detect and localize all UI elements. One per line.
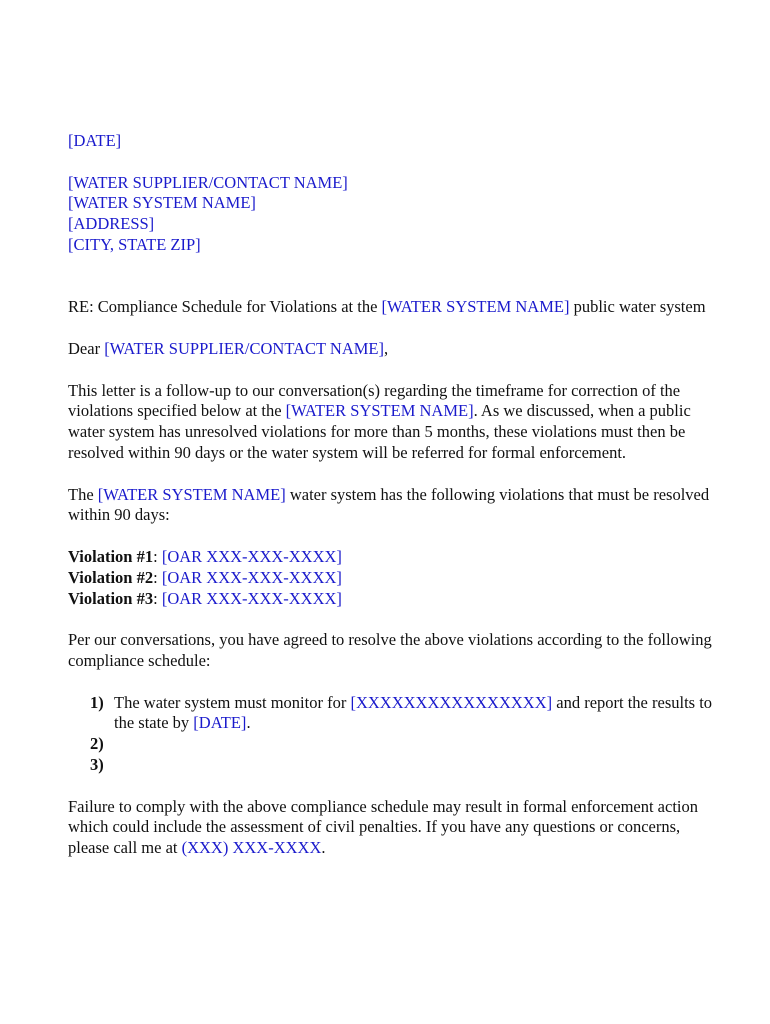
re-placeholder: [WATER SYSTEM NAME] bbox=[381, 297, 570, 317]
schedule-text-a: The water system must monitor for bbox=[114, 692, 351, 712]
spacer bbox=[68, 152, 718, 173]
spacer bbox=[68, 256, 718, 298]
violation-code: [OAR XXX-XXX-XXXX] bbox=[161, 546, 342, 566]
violation-item bbox=[68, 589, 718, 610]
re-prefix: RE: Compliance Schedule for Violations at the bbox=[68, 297, 382, 317]
violation-list bbox=[68, 547, 718, 609]
salutation bbox=[68, 339, 718, 360]
paragraph-violations-intro bbox=[68, 485, 718, 527]
phone-placeholder: (XXX) XXX-XXXX bbox=[181, 838, 322, 858]
schedule-item-number: 3) bbox=[90, 754, 104, 774]
violation-sep: : bbox=[153, 546, 162, 566]
para2-text-b: water system has the following violations that must be resolved within 90 days: bbox=[68, 484, 710, 525]
paragraph-intro bbox=[68, 381, 718, 464]
schedule-text-c: . bbox=[246, 713, 251, 733]
compliance-schedule-list bbox=[68, 693, 718, 776]
violation-code: [OAR XXX-XXX-XXXX] bbox=[161, 567, 342, 587]
re-suffix: public water system bbox=[569, 297, 706, 317]
violation-item bbox=[68, 547, 718, 568]
violation-sep: : bbox=[153, 588, 162, 608]
violation-code: [OAR XXX-XXX-XXXX] bbox=[161, 588, 342, 608]
schedule-item bbox=[90, 755, 718, 776]
re-line bbox=[68, 297, 718, 318]
para1-text-a: This letter is a follow-up to our conversation(s) regarding the timeframe for correction of the violations specified below at the bbox=[68, 380, 681, 421]
recipient-address: [ADDRESS] bbox=[68, 214, 155, 234]
salutation-suffix: , bbox=[384, 338, 389, 358]
para4-text-b: . bbox=[321, 838, 326, 858]
para2-text-a: The bbox=[68, 484, 98, 504]
letter-date: [DATE] bbox=[68, 131, 122, 150]
recipient-city: [CITY, STATE ZIP] bbox=[68, 234, 201, 254]
paragraph-closing bbox=[68, 797, 718, 859]
schedule-text-b: and report the results to the state by bbox=[114, 692, 713, 733]
spacer bbox=[68, 526, 718, 547]
letter-body bbox=[68, 131, 718, 859]
schedule-item bbox=[90, 734, 718, 755]
violation-label: Violation #3 bbox=[68, 588, 154, 608]
para2-placeholder: [WATER SYSTEM NAME] bbox=[97, 484, 286, 504]
violation-item bbox=[68, 568, 718, 589]
spacer bbox=[68, 776, 718, 797]
spacer bbox=[68, 360, 718, 381]
schedule-item-number: 2) bbox=[90, 734, 104, 754]
salutation-placeholder: [WATER SUPPLIER/CONTACT NAME] bbox=[104, 338, 384, 358]
schedule-date-placeholder: [DATE] bbox=[193, 713, 247, 733]
violation-label: Violation #1 bbox=[68, 546, 154, 566]
paragraph-schedule-intro: Per our conversations, you have agreed to resolve the above violations according to the following compliance schedule: bbox=[68, 630, 712, 670]
spacer bbox=[68, 609, 718, 630]
recipient-block bbox=[68, 173, 718, 256]
recipient-contact: [WATER SUPPLIER/CONTACT NAME] bbox=[68, 172, 348, 192]
para1-placeholder: [WATER SYSTEM NAME] bbox=[285, 401, 474, 421]
para1-text-b: . As we discussed, when a public water system has unresolved violations for more than 5 months, these violations must then be resolved within 90 days or the water system will be referred for formal enforcement. bbox=[68, 401, 691, 462]
schedule-item-number: 1) bbox=[90, 692, 104, 712]
para4-text-a: Failure to comply with the above compliance schedule may result in formal enforcement action which could include the assessment of civil penalties. If you have any questions or concerns, please call me at bbox=[68, 796, 698, 858]
spacer bbox=[68, 464, 718, 485]
salutation-prefix: Dear bbox=[68, 338, 105, 358]
schedule-item bbox=[90, 693, 718, 735]
spacer bbox=[68, 672, 718, 693]
violation-sep: : bbox=[153, 567, 162, 587]
spacer bbox=[68, 318, 718, 339]
violation-label: Violation #2 bbox=[68, 567, 154, 587]
schedule-placeholder: [XXXXXXXXXXXXXXXX] bbox=[350, 692, 553, 712]
recipient-system: [WATER SYSTEM NAME] bbox=[68, 193, 256, 213]
